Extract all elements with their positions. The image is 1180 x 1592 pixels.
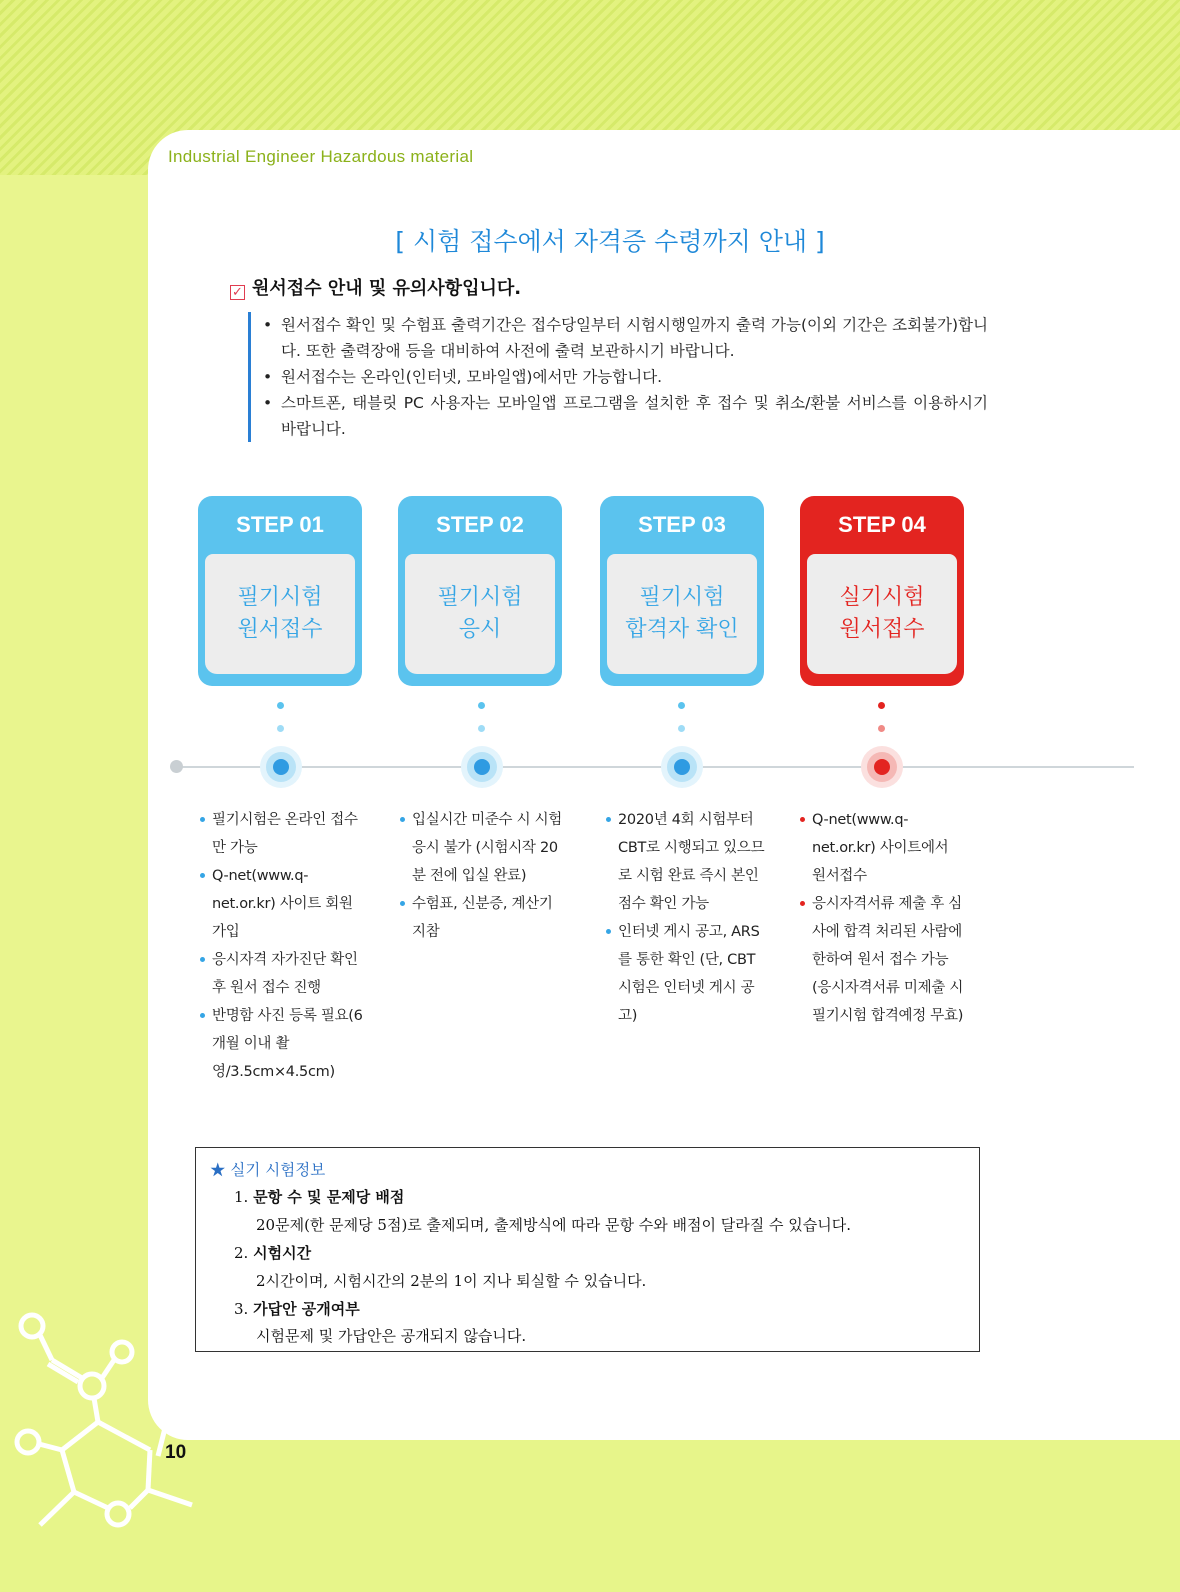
item-number: 1. xyxy=(234,1188,249,1206)
connector-dot xyxy=(878,702,885,709)
item-heading: 문항 수 및 문제당 배점 xyxy=(253,1188,405,1206)
step-detail-item: 2020년 4회 시험부터 CBT로 시행되고 있으므로 시험 완료 즉시 본인 점수 확인 가능 xyxy=(606,806,771,918)
timeline-node-2 xyxy=(461,746,503,788)
running-header: Industrial Engineer Hazardous material xyxy=(168,147,474,166)
step-title-line2: 합격자 확인 xyxy=(625,617,739,642)
page-number: 10 xyxy=(165,1442,187,1463)
connector-dot xyxy=(277,702,284,709)
timeline-node-4 xyxy=(861,746,903,788)
step-detail-item: 응시자격 자가진단 확인 후 원서 접수 진행 xyxy=(200,946,365,1002)
page-title: [ 시험 접수에서 자격증 수령까지 안내 ] xyxy=(395,227,825,256)
item-body: 시험문제 및 가답안은 공개되지 않습니다. xyxy=(256,1327,527,1345)
notice-heading xyxy=(230,274,521,300)
step-inner xyxy=(607,554,757,674)
step-title-line2: 원서접수 xyxy=(237,617,323,642)
step-label: STEP 03 xyxy=(638,512,726,537)
item-number: 3. xyxy=(234,1300,249,1318)
timeline-line xyxy=(176,766,1134,768)
item-body: 2시간이며, 시험시간의 2분의 1이 지나 퇴실할 수 있습니다. xyxy=(256,1272,647,1290)
step-detail-item: 반명함 사진 등록 필요(6개월 이내 촬영/3.5cm×4.5cm) xyxy=(200,1002,365,1086)
timeline-node-3 xyxy=(661,746,703,788)
exam-info-item-3 xyxy=(234,1298,360,1319)
connector-dot xyxy=(277,725,284,732)
step-title-line1: 필기시험 xyxy=(237,585,323,610)
connector-dot xyxy=(678,702,685,709)
step-card-3 xyxy=(600,496,764,686)
exam-info-title: ★ 실기 시험정보 xyxy=(210,1161,326,1179)
step-title-line1: 실기시험 xyxy=(839,585,925,610)
item-body: 20문제(한 문제당 5점)로 출제되며, 출제방식에 따라 문항 수와 배점이 달라질 수 있습니다. xyxy=(256,1216,851,1234)
step-inner xyxy=(807,554,957,674)
step-inner xyxy=(205,554,355,674)
timeline-start-dot xyxy=(170,760,183,773)
step-label: STEP 01 xyxy=(236,512,324,537)
checkbox-icon: ✓ xyxy=(230,285,245,300)
exam-info-item-2 xyxy=(234,1242,311,1263)
step-title-line1: 필기시험 xyxy=(639,585,725,610)
step-detail-item: 수험표, 신분증, 계산기 지참 xyxy=(400,890,565,946)
step-details-4 xyxy=(800,806,965,1030)
step-detail-item: 인터넷 게시 공고, ARS를 통한 확인 (단, CBT 시험은 인터넷 게시 공고) xyxy=(606,918,771,1030)
item-heading: 가답안 공개여부 xyxy=(253,1300,360,1318)
step-details-1 xyxy=(200,806,365,1086)
connector-dot xyxy=(478,725,485,732)
step-card-2 xyxy=(398,496,562,686)
step-inner xyxy=(405,554,555,674)
step-label: STEP 04 xyxy=(838,512,926,537)
step-card-1 xyxy=(198,496,362,686)
connector-dot xyxy=(678,725,685,732)
step-title-line1: 필기시험 xyxy=(437,585,523,610)
notice-list xyxy=(248,312,988,442)
exam-info-box xyxy=(195,1147,980,1352)
step-label: STEP 02 xyxy=(436,512,524,537)
connector-dot xyxy=(478,702,485,709)
notice-item: • 원서접수는 온라인(인터넷, 모바일앱)에서만 가능합니다. xyxy=(263,364,988,390)
step-detail-item: 응시자격서류 제출 후 심사에 합격 처리된 사람에 한하여 원서 접수 가능 (응시자격서류 미제출 시 필기시험 합격예정 무효) xyxy=(800,890,965,1030)
step-detail-item: Q-net(www.q-net.or.kr) 사이트 회원 가입 xyxy=(200,862,365,946)
step-details-2 xyxy=(400,806,565,946)
item-number: 2. xyxy=(234,1244,249,1262)
step-title-line2: 응시 xyxy=(458,617,502,642)
notice-heading-text: 원서접수 안내 및 유의사항입니다. xyxy=(252,278,522,299)
step-detail-item: Q-net(www.q-net.or.kr) 사이트에서 원서접수 xyxy=(800,806,965,890)
step-title-line2: 원서접수 xyxy=(839,617,925,642)
step-card-4 xyxy=(800,496,964,686)
step-details-3 xyxy=(606,806,771,1030)
item-heading: 시험시간 xyxy=(253,1244,312,1262)
timeline-node-1 xyxy=(260,746,302,788)
connector-dot xyxy=(878,725,885,732)
notice-item: • 원서접수 확인 및 수험표 출력기간은 접수당일부터 시험시행일까지 출력 가능(이외 기간은 조회불가)합니다. 또한 출력장애 등을 대비하여 사전에 출력 보관하시기 바랍니다. xyxy=(263,312,988,364)
step-detail-item: 입실시간 미준수 시 시험 응시 불가 (시험시작 20분 전에 입실 완료) xyxy=(400,806,565,890)
exam-info-item-1 xyxy=(234,1186,404,1207)
step-detail-item: 필기시험은 온라인 접수만 가능 xyxy=(200,806,365,862)
notice-item: • 스마트폰, 태블릿 PC 사용자는 모바일앱 프로그램을 설치한 후 접수 및 취소/환불 서비스를 이용하시기 바랍니다. xyxy=(263,390,988,442)
